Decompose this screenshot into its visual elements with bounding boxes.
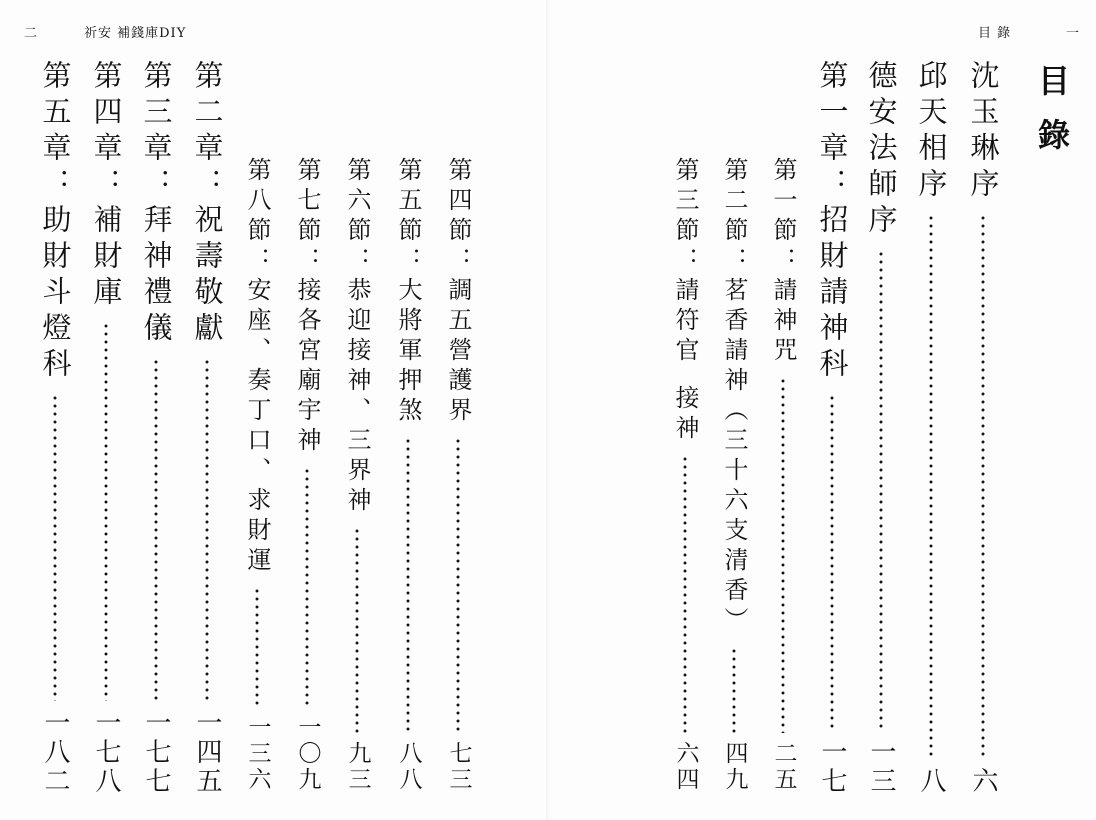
entry-page: 一〇九 [294,715,321,793]
toc-entry-ch1-section-5 [391,157,425,793]
toc-entry-chapter-2 [190,60,224,796]
entry-title: 沈玉琳序 [966,60,1001,204]
entry-page: 一八二 [40,709,70,796]
right-page-number: 一 [1066,26,1081,41]
leader-dots [305,467,309,707]
toc-title: 目錄 [1033,64,1071,172]
toc-entry-ch1-section-6 [340,157,374,793]
entry-page: 一四五 [192,709,222,796]
entry-title: 第四節：調五營護界 [444,157,472,427]
leader-dots [830,394,834,730]
leader-dots [255,587,259,707]
leader-dots [104,322,108,701]
entry-title: 第二節：茗香請神（三十六支清香） [720,157,748,637]
entry-title: 邱天相序 [914,60,949,204]
book-gutter [546,0,550,820]
entry-page: 四九 [721,741,748,793]
toc-entry-chapter-3 [139,60,173,796]
toc-entry-preface-shen [966,60,1000,796]
entry-page: 一七八 [91,709,121,796]
entry-page: 一七七 [141,709,171,796]
toc-entry-preface-qiu [914,60,948,796]
entry-title: 第八節：安座、奏丁口、求財運 [243,157,271,577]
leader-dots [929,214,933,759]
toc-entry-chapter-5 [38,60,72,796]
entry-title: 第四章：補財庫 [89,60,124,312]
left-running-title: 祈安 補錢庫DIY [84,26,187,41]
toc-entry-ch1-section-1 [766,157,800,793]
leader-dots [781,377,785,733]
leader-dots [683,455,687,733]
entry-title-line2: 接神 [671,385,699,445]
entry-page: 二五 [770,741,797,793]
entry-title: 第一章：招財請神科 [815,60,850,384]
entry-page: 一三 [866,738,896,796]
entry-title: 第六節：恭迎接神、三界神 [343,157,371,517]
left-page-number: 二 [24,26,39,41]
leader-dots [154,358,158,701]
entry-title: 第一節：請神咒 [769,157,797,367]
entry-page: 六 [968,767,998,796]
leader-dots [205,358,209,701]
toc-entry-ch1-section-8 [240,157,274,793]
entry-title: 第五節：大將軍押煞 [394,157,422,427]
toc-entry-ch1-section-2 [717,157,751,793]
entry-page: 一三六 [244,715,271,793]
entry-title: 第五章：助財斗燈科 [38,60,73,384]
entry-page: 六四 [672,741,699,793]
entry-title: 第二章：祝壽敬獻 [190,60,225,348]
toc-entry-ch1-section-7 [290,157,324,793]
leader-dots [355,527,359,733]
leader-dots [406,437,410,733]
toc-entry-ch1-section-3 [668,157,702,793]
leader-dots [879,250,883,730]
entry-page: 八 [916,767,946,796]
entry-title: 第七節：接各宮廟宇神 [293,157,321,457]
entry-page: 一七 [817,738,847,796]
leader-dots [732,647,736,733]
entry-title: 第三節：請符官 [671,157,699,367]
leader-dots [456,437,460,733]
entry-title: 德安法師序 [864,60,899,240]
toc-entry-preface-dean [864,60,898,796]
leader-dots [53,394,57,701]
entry-page: 七三 [445,741,472,793]
entry-page: 八八 [395,741,422,793]
toc-entry-ch1-section-4 [441,157,475,793]
leader-dots [981,214,985,759]
entry-page: 九三 [344,741,371,793]
toc-entry-chapter-4 [89,60,123,796]
toc-entry-chapter-1 [815,60,849,796]
entry-title: 第三章：拜神禮儀 [139,60,174,348]
right-running-title: 目 錄 [978,26,1012,41]
